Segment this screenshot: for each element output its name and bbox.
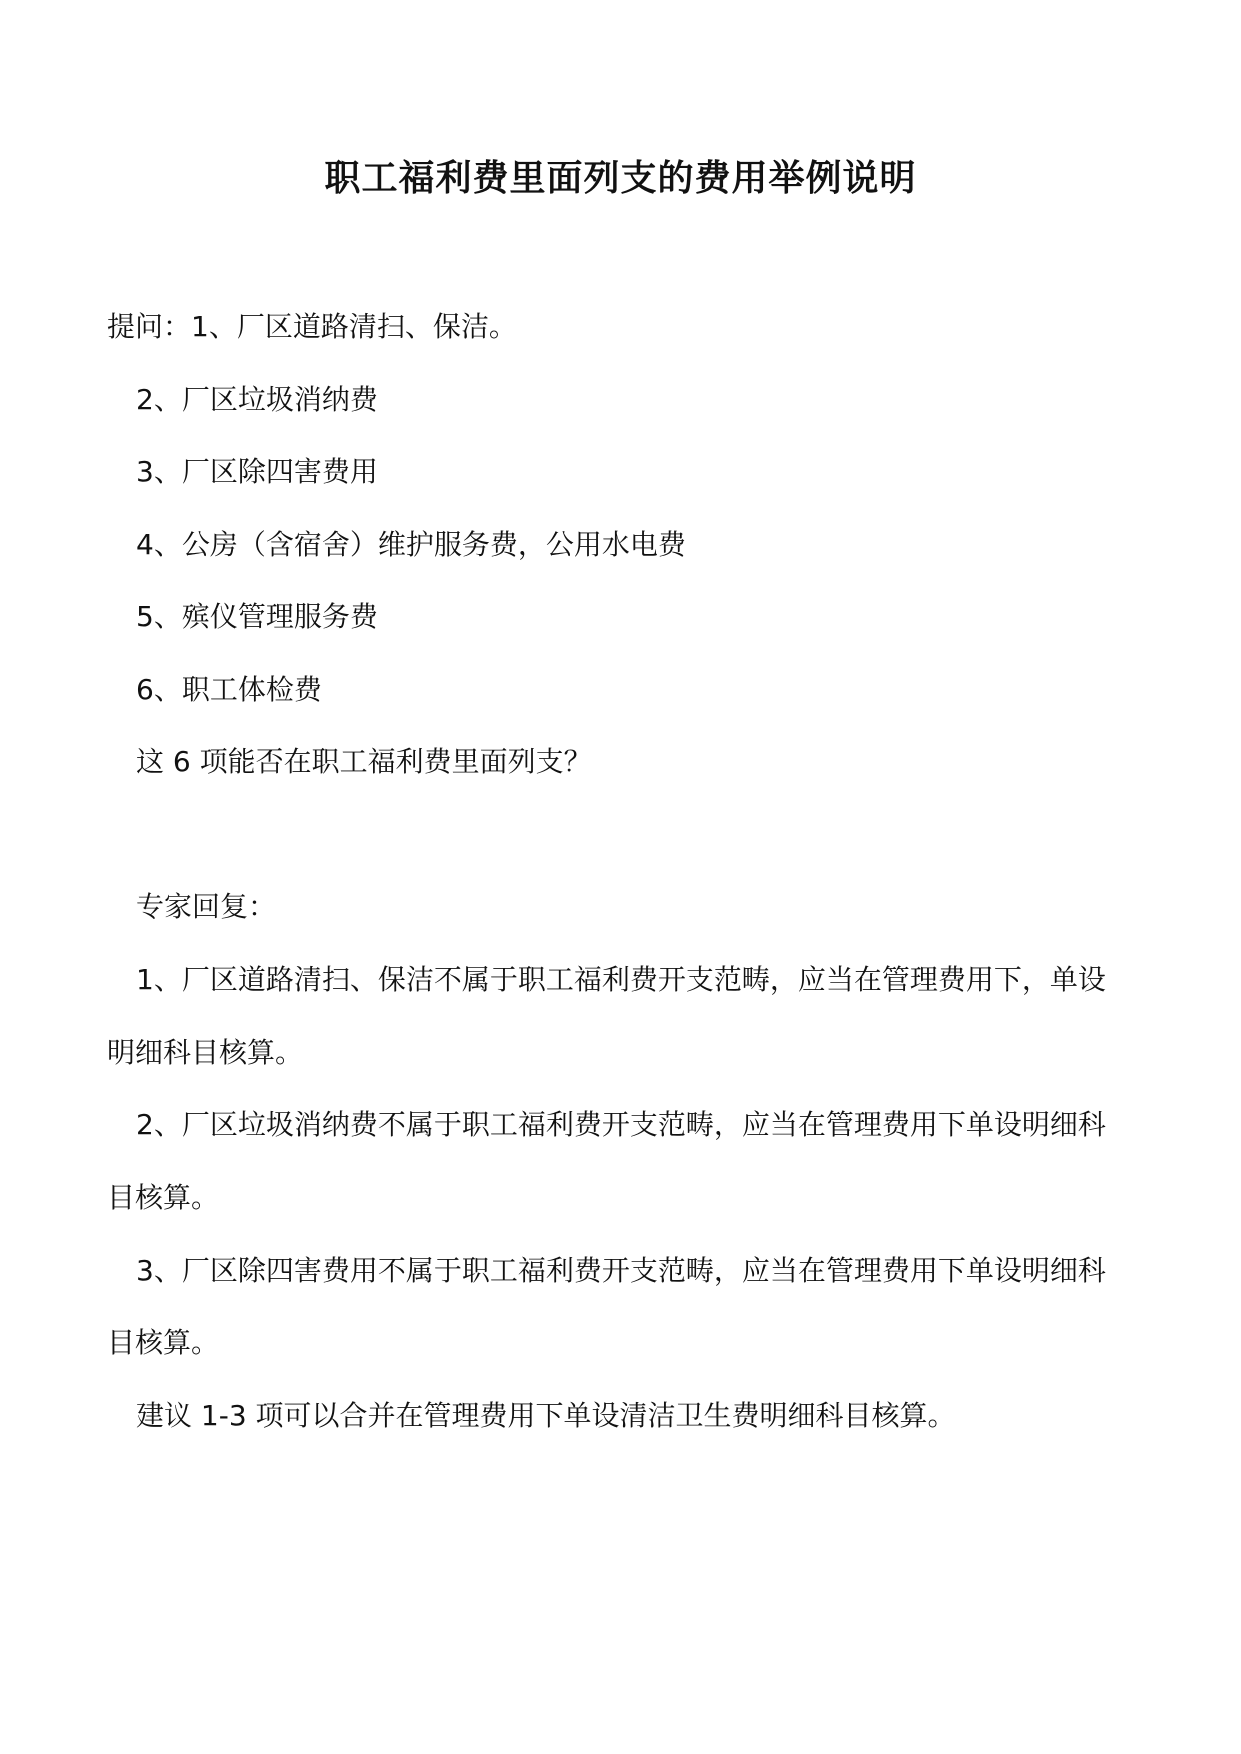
answer-1-line-1: 1、厂区道路清扫、保洁不属于职工福利费开支范畴，应当在管理费用下，单设 [136, 963, 1106, 996]
question-closing: 这 6 项能否在职工福利费里面列支？ [136, 745, 592, 778]
answer-2-line-2: 目核算。 [107, 1181, 220, 1214]
answer-1-line-2: 明细科目核算。 [107, 1036, 304, 1069]
question-item-4: 4、公房（含宿舍）维护服务费，公用水电费 [136, 528, 686, 561]
question-item-2: 2、厂区垃圾消纳费 [136, 383, 378, 416]
answer-2-line-1: 2、厂区垃圾消纳费不属于职工福利费开支范畴，应当在管理费用下单设明细科 [136, 1108, 1106, 1141]
answer-3-line-1: 3、厂区除四害费用不属于职工福利费开支范畴，应当在管理费用下单设明细科 [136, 1254, 1106, 1287]
question-item-6: 6、职工体检费 [136, 673, 322, 706]
question-item-5: 5、殡仪管理服务费 [136, 600, 378, 633]
answer-3-line-2: 目核算。 [107, 1326, 220, 1359]
suggestion-line: 建议 1-3 项可以合并在管理费用下单设清洁卫生费明细科目核算。 [136, 1399, 956, 1432]
question-item-3: 3、厂区除四害费用 [136, 455, 378, 488]
answer-heading: 专家回复： [136, 890, 277, 923]
document-title: 职工福利费里面列支的费用举例说明 [324, 158, 917, 199]
question-line-1: 提问：1、厂区道路清扫、保洁。 [107, 310, 517, 343]
